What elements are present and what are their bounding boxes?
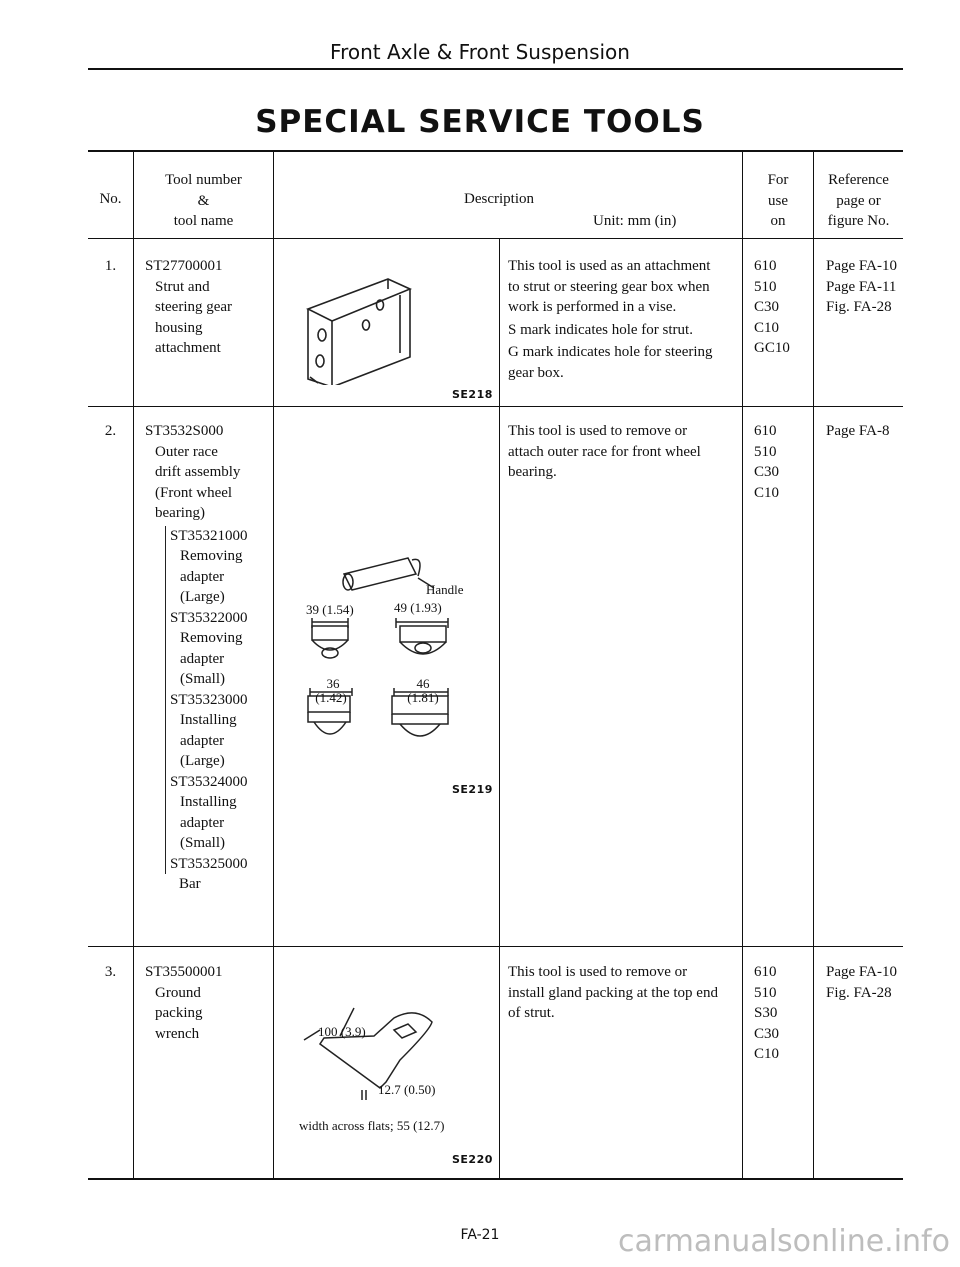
figure-id-se219: SE219 xyxy=(452,783,493,796)
dim-36: 36 xyxy=(326,676,340,691)
tool-number: ST35500001 xyxy=(145,964,223,980)
row-2-use-on: 610 510 C30 C10 xyxy=(754,423,780,501)
row-3-tool: ST35500001 Ground packing wrench xyxy=(145,964,223,1042)
header-rule xyxy=(88,68,903,70)
dim-142: (1.42) xyxy=(315,690,347,705)
dim-181: (1.81) xyxy=(407,690,439,705)
row-3-use-on: 610 510 S30 C30 C10 xyxy=(754,964,780,1062)
row-1-reference: Page FA-10 Page FA-11 Fig. FA-28 xyxy=(826,258,897,315)
row-1-tool: ST27700001 Strut and steering gear housing attachment xyxy=(145,258,233,356)
dim-49: 49 (1.93) xyxy=(394,600,442,615)
row-3-reference: Page FA-10 Fig. FA-28 xyxy=(826,964,897,1001)
row-1-use-on: 610 510 C30 C10 GC10 xyxy=(754,258,790,356)
row-2-description: This tool is used to remove or attach outer race for front wheel bearing. xyxy=(508,423,701,480)
figure-id-se220: SE220 xyxy=(452,1153,493,1166)
col-header-use: For use on xyxy=(767,172,789,229)
tool-number: ST27700001 xyxy=(145,258,223,274)
section-header: Front Axle & Front Suspension xyxy=(330,40,630,64)
row-2-tool: ST3532S000 Outer race drift assembly (Front wheel bearing) ST35321000 Removing adapter (Large) ST35322000 Removing adapter (Small) ST35323000 Installing adapter (Large) ST35324000 Installing adapter (Small) ST35325000 Bar xyxy=(145,423,248,892)
page-number: FA-21 xyxy=(460,1227,500,1243)
watermark: carmanualsonline.info xyxy=(618,1224,950,1259)
sub-tool-list: ST35321000 Removing adapter (Large) ST35322000 Removing adapter (Small) ST35323000 Installing adapter (Large) ST35324000 Installing adapter (Small) ST35325000 xyxy=(165,526,248,875)
col-header-unit: Unit: mm (in) xyxy=(593,213,677,229)
row-1-no: 1. xyxy=(104,258,117,274)
col-header-reference: Reference page or figure No. xyxy=(827,172,890,229)
width-across-flats: width across flats; 55 (12.7) xyxy=(299,1118,445,1133)
dim-100: 100 (3.9) xyxy=(318,1024,366,1039)
tool-number: ST3532S000 xyxy=(145,423,224,439)
handle-label: Handle xyxy=(426,582,464,597)
dim-46: 46 xyxy=(416,676,430,691)
row-2-reference: Page FA-8 xyxy=(826,423,890,439)
dim-39: 39 (1.54) xyxy=(306,602,354,617)
row-2-no: 2. xyxy=(104,423,117,439)
col-header-no: No. xyxy=(99,191,122,207)
figure-id-se218: SE218 xyxy=(452,388,493,401)
strut-attachment-figure xyxy=(280,265,460,385)
dim-127: 12.7 (0.50) xyxy=(378,1082,436,1097)
page-title: SPECIAL SERVICE TOOLS xyxy=(255,104,705,140)
row-3-description: This tool is used to remove or install gland packing at the top end of strut. xyxy=(508,964,718,1021)
col-header-tool: Tool number & tool name xyxy=(165,172,242,229)
row-3-no: 3. xyxy=(104,964,117,980)
col-header-description: Description xyxy=(464,191,534,207)
row-1-description: This tool is used as an attachment to strut or steering gear box when work is performed in a vise. S mark indicates hole for strut. G mark indicates hole for steering gear box. xyxy=(508,258,713,381)
